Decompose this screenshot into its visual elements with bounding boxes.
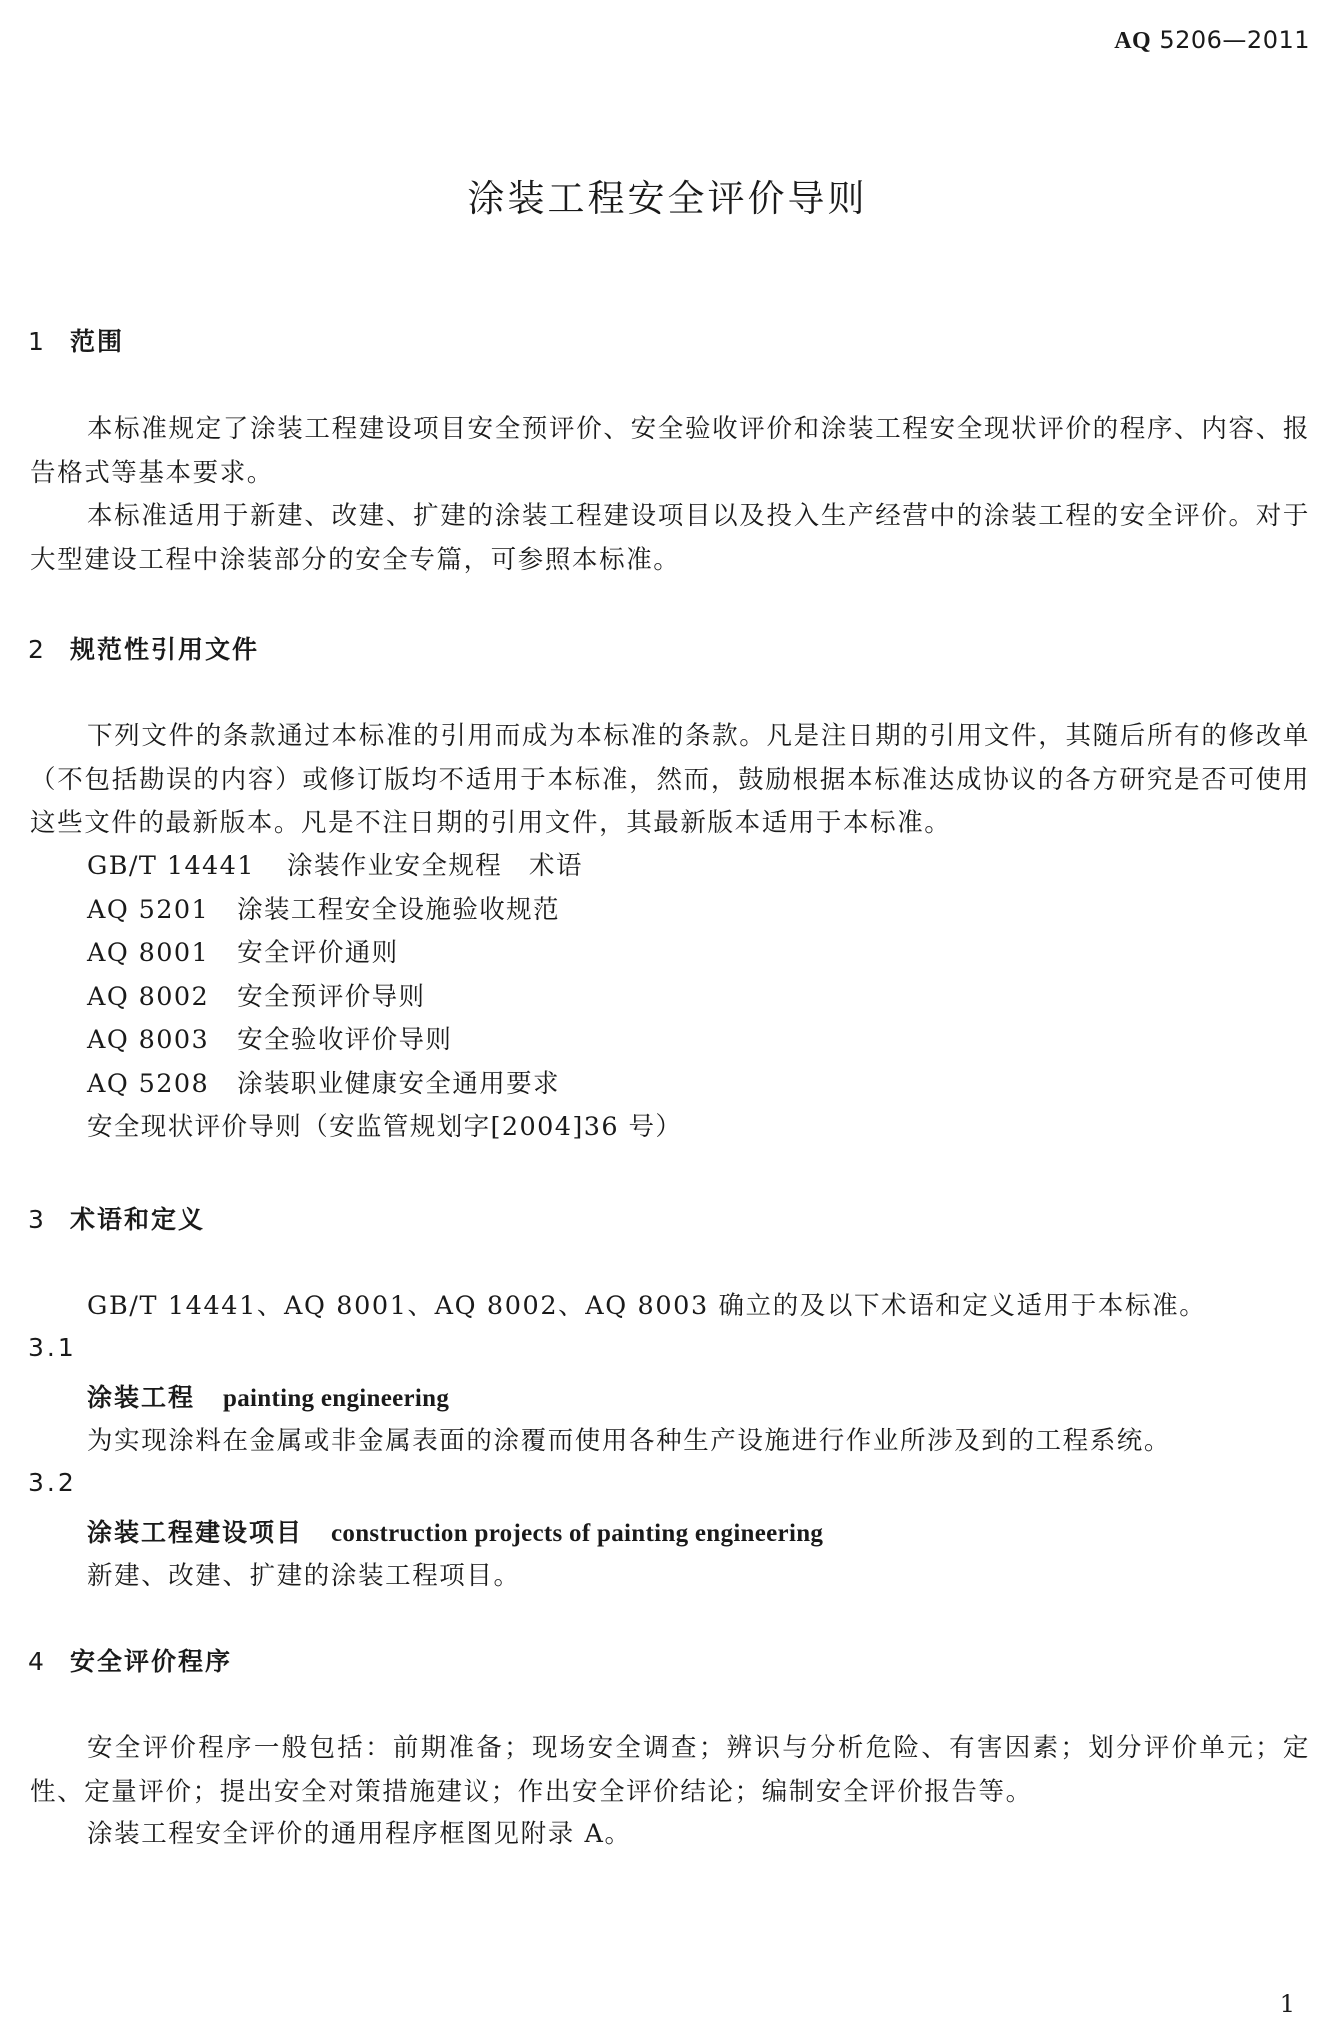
document-title: 涂装工程安全评价导则 (467, 177, 868, 220)
section-1-paragraph-2: 本标准适用于新建、改建、扩建的涂装工程建设项目以及投入生产经营中的涂装工程的安全评价。对于大型建设工程中涂装部分的安全专篇，可参照本标准。 (30, 501, 1310, 575)
term-3-1-number: 3.1 (28, 1333, 77, 1362)
section-3-title: 术语和定义 (70, 1205, 206, 1234)
reference-code: AQ 8001 (87, 938, 210, 968)
reference-item (87, 1063, 682, 1107)
section-2-heading (28, 630, 259, 666)
section-4-title: 安全评价程序 (70, 1647, 233, 1676)
section-1-paragraph-1: 本标准规定了涂装工程建设项目安全预评价、安全验收评价和涂装工程安全现状评价的程序、内容、报告格式等基本要求。 (30, 414, 1310, 488)
standard-code-prefix: AQ (1114, 28, 1152, 54)
term-3-1 (87, 1378, 449, 1414)
standard-code-number: 5206—2011 (1159, 26, 1310, 54)
reference-item (87, 845, 682, 889)
reference-title: 涂装作业安全规程 术语 (286, 851, 583, 881)
reference-title: 涂装工程安全设施验收规范 (237, 894, 560, 925)
reference-title: 涂装职业健康安全通用要求 (237, 1068, 560, 1099)
section-1-number: 1 (28, 327, 46, 356)
term-3-2-chinese: 涂装工程建设项目 (87, 1518, 304, 1547)
reference-code: AQ 5208 (87, 1068, 210, 1099)
section-3-heading (28, 1200, 205, 1236)
reference-title: 安全评价通则 (237, 938, 399, 968)
section-3-intro: GB/T 14441、AQ 8001、AQ 8002、AQ 8003 确立的及以下术语和定义适用于本标准。 (87, 1291, 1207, 1321)
reference-title: 安全预评价导则 (237, 981, 426, 1012)
section-3-number: 3 (28, 1205, 46, 1234)
term-3-2-number: 3.2 (28, 1468, 77, 1497)
section-4-heading (28, 1642, 232, 1678)
term-3-1-chinese: 涂装工程 (87, 1383, 196, 1412)
reference-item (87, 976, 682, 1020)
section-1-title: 范围 (70, 327, 125, 356)
reference-item (87, 932, 682, 976)
reference-item (87, 889, 682, 933)
normative-reference-list (87, 845, 682, 1150)
term-3-1-definition: 为实现涂料在金属或非金属表面的涂覆而使用各种生产设施进行作业所涉及到的工程系统。 (87, 1426, 1172, 1456)
page-number: 1 (1279, 1990, 1295, 2018)
section-2-number: 2 (28, 635, 46, 664)
reference-item (87, 1019, 682, 1063)
section-4-paragraph-2: 涂装工程安全评价的通用程序框图见附录 A。 (87, 1819, 632, 1849)
term-3-2-english: construction projects of painting engineering (331, 1520, 824, 1547)
reference-code: AQ 5201 (87, 894, 210, 925)
reference-title: 安全验收评价导则 (237, 1025, 453, 1055)
term-3-2 (87, 1513, 823, 1549)
term-3-1-english: painting engineering (223, 1385, 450, 1412)
reference-item: 安全现状评价导则（安监管规划字[2004]36 号） (87, 1112, 683, 1142)
section-1-heading (28, 322, 124, 358)
term-3-2-definition: 新建、改建、扩建的涂装工程项目。 (87, 1561, 521, 1591)
section-2-intro: 下列文件的条款通过本标准的引用而成为本标准的条款。凡是注日期的引用文件，其随后所有的修改单（不包括勘误的内容）或修订版均不适用于本标准，然而，鼓励根据本标准达成协议的各方研究是否可使用这些文件的最新版本。凡是不注日期的引用文件，其最新版本适用于本标准。 (30, 721, 1310, 838)
section-4-number: 4 (28, 1647, 46, 1676)
section-4-paragraph-1: 安全评价程序一般包括：前期准备；现场安全调查；辨识与分析危险、有害因素；划分评价单元；定性、定量评价；提出安全对策措施建议；作出安全评价结论；编制安全评价报告等。 (30, 1733, 1310, 1807)
reference-code: AQ 8003 (87, 1025, 210, 1055)
reference-code: AQ 8002 (87, 981, 210, 1012)
reference-code: GB/T 14441 (87, 851, 255, 881)
section-2-title: 规范性引用文件 (70, 635, 260, 664)
standard-code (1114, 26, 1310, 55)
